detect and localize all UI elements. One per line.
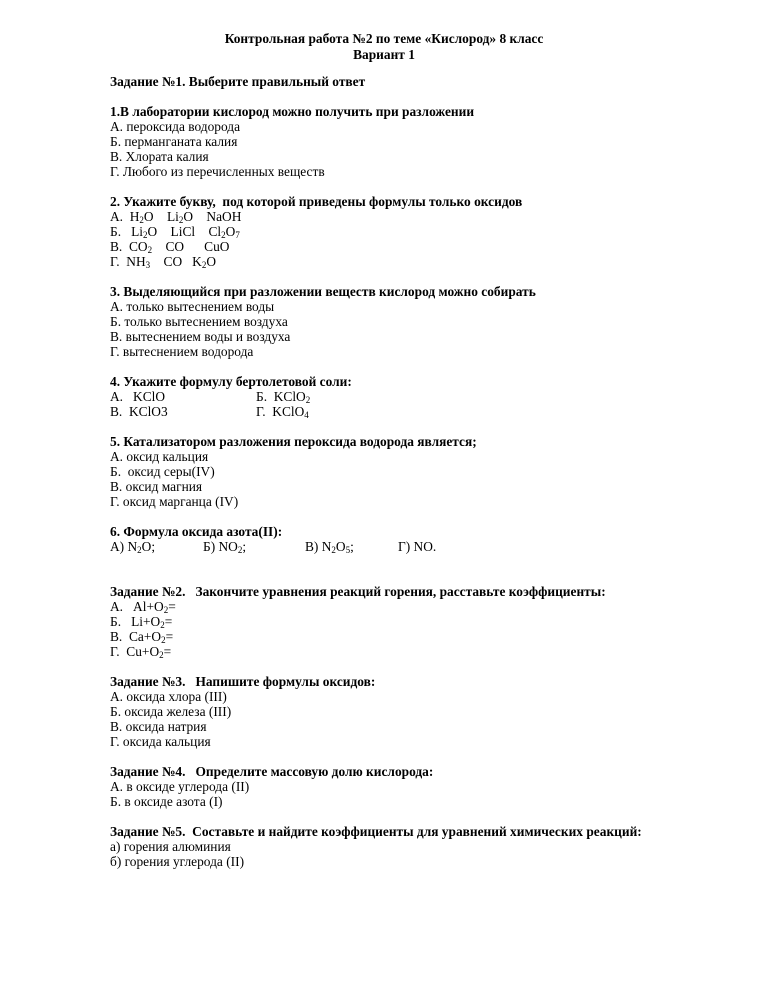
q4-option-d: Г. KClO$_4$ [256,404,309,420]
q3-option-d: Г. вытеснением водорода [110,344,254,359]
q4-text: 4. Укажите формулу бертолетовой соли: [110,374,352,389]
q5-option-b: Б. оксид серы(IV) [110,464,215,479]
q6-option-d: Г) NO. [398,539,437,554]
task2-line-d: Г. $Cu+O_2=$ [110,644,172,660]
task3-option-c: В. оксида натрия [110,719,207,734]
q3-text: 3. Выделяющийся при разложении веществ кислород можно собирать [110,284,536,299]
task4-option-a: А. в оксиде углерода (II) [110,779,250,794]
q3-option-a: А. только вытеснением воды [110,299,275,314]
q6-option-c: В) $N_2O_5$; [305,539,354,555]
task2-line-b: Б. $Li+O_2=$ [110,614,173,630]
q3-option-b: Б. только вытеснением воздуха [110,314,288,329]
q6-text: 6. Формула оксида азота(II): [110,524,283,539]
q4-option-b: Б. KClO$_2$ [256,389,311,405]
q6-option-b: Б) $NO_2$; [203,539,247,555]
q2-option-c: В. $CO_2$ CO CuO [110,239,230,255]
q6-option-a: А) $N_2O$; [110,539,156,555]
task5-option-b: б) горения углерода (II) [110,854,245,869]
q1-option-c: В. Хлората калия [110,149,209,164]
task4-option-b: Б. в оксиде азота (I) [110,794,223,809]
task2-line-c: В. $Ca+O_2=$ [110,629,174,645]
q4-option-c: В. KClO3 [110,404,168,419]
task4-heading: Задание №4. Определите массовую долю кислорода: [110,764,434,779]
q3-option-c: В. вытеснением воды и воздуха [110,329,291,344]
q1-text: 1.В лаборатории кислород можно получить при разложении [110,104,475,119]
task5-option-a: а) горения алюминия [110,839,231,854]
q5-option-c: В. оксид магния [110,479,203,494]
variant-label: Вариант 1 [353,47,415,62]
q5-option-d: Г. оксид марганца (IV) [110,494,239,509]
q2-option-d: Г. $NH_3$ CO $K_2O$ [110,254,217,270]
task3-option-d: Г. оксида кальция [110,734,211,749]
q2-option-b: Б. $Li_2O$ LiCl $Cl_2O_7$ [110,224,240,240]
q5-text: 5. Катализатором разложения пероксида водорода является; [110,434,477,449]
q2-option-a: А. $H_2O$ $Li_2O$ NaOH [110,209,242,225]
q1-option-a: А. пероксида водорода [110,119,241,134]
task3-option-b: Б. оксида железа (III) [110,704,232,719]
q4-option-a: А. KClO [110,389,166,404]
task3-option-a: А. оксида хлора (III) [110,689,227,704]
q2-text: 2. Укажите букву, под которой приведены формулы только оксидов [110,194,523,209]
page-title: Контрольная работа №2 по теме «Кислород» 8 класс [224,31,544,46]
task1-heading: Задание №1. Выберите правильный ответ [110,74,366,89]
task2-line-a: А. $Al+O_2=$ [110,599,176,615]
q5-option-a: А. оксид кальция [110,449,209,464]
q1-option-d: Г. Любого из перечисленных веществ [110,164,325,179]
task5-heading: Задание №5. Составьте и найдите коэффициенты для уравнений химических реакций: [110,824,642,839]
task2-heading: Задание №2. Закончите уравнения реакций горения, расставьте коэффициенты: [110,584,606,599]
q1-option-b: Б. перманганата калия [110,134,238,149]
task3-heading: Задание №3. Напишите формулы оксидов: [110,674,376,689]
